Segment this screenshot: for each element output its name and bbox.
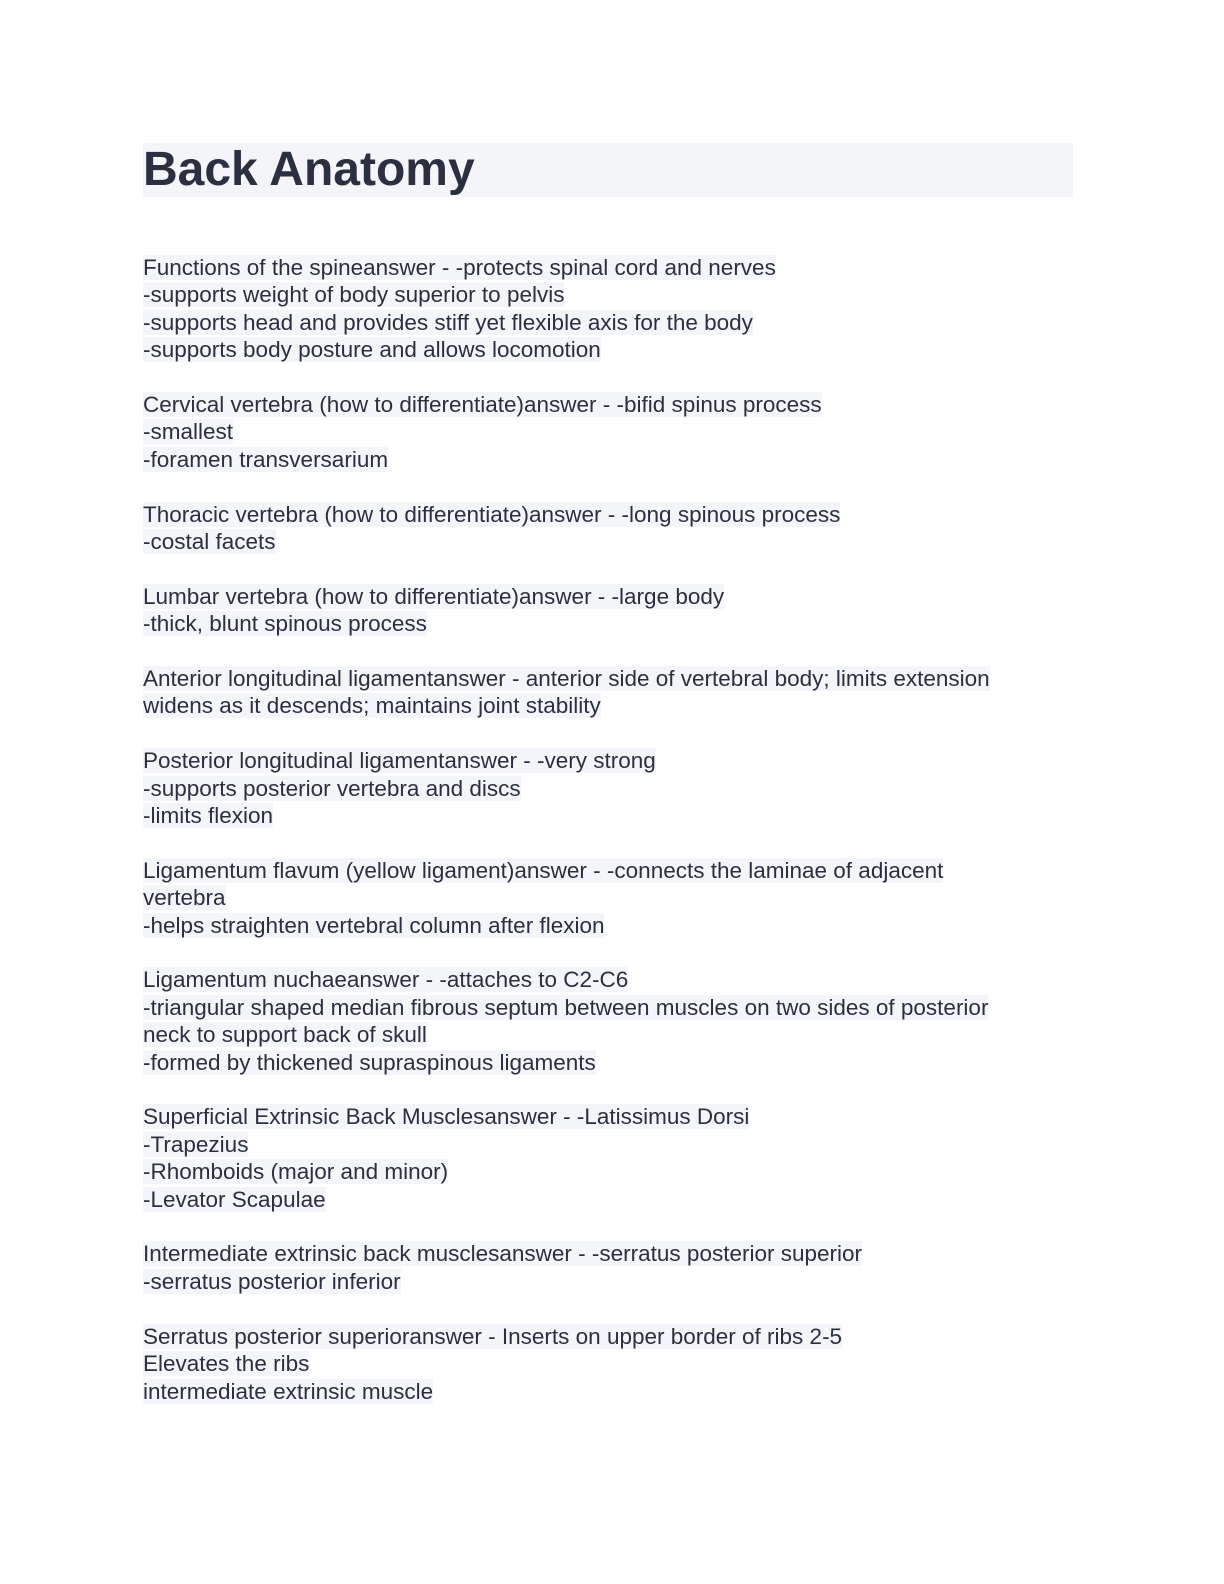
flashcard-cervical-vertebra (143, 391, 1073, 473)
flashcard-superficial-extrinsic-muscles (143, 1103, 1073, 1213)
card-line: widens as it descends; maintains joint stability (143, 693, 601, 719)
card-line: -foramen transversarium (143, 446, 389, 472)
card-line: -Trapezius (143, 1131, 249, 1157)
card-line: -thick, blunt spinous process (143, 611, 427, 637)
document-page (143, 143, 1073, 1432)
card-line: Ligamentum nuchaeanswer - -attaches to C2-C6 (143, 967, 629, 993)
card-line: Functions of the spineanswer - -protects spinal cord and nerves (143, 255, 776, 280)
card-line: -helps straighten vertebral column after flexion (143, 912, 605, 938)
card-line: Ligamentum flavum (yellow ligament)answer - -connects the laminae of adjacent (143, 857, 944, 883)
flashcard-functions-of-spine (143, 254, 1073, 364)
card-line: Intermediate extrinsic back musclesanswer - -serratus posterior superior (143, 1241, 863, 1267)
flashcard-posterior-longitudinal-ligament (143, 747, 1073, 829)
card-line: Superficial Extrinsic Back Musclesanswer - -Latissimus Dorsi (143, 1104, 750, 1130)
card-line: Anterior longitudinal ligamentanswer - anterior side of vertebral body; limits extension (143, 666, 990, 692)
title-bar (143, 143, 1073, 197)
card-line: -formed by thickened supraspinous ligaments (143, 1049, 596, 1075)
card-line: Elevates the ribs (143, 1351, 310, 1377)
card-line: Serratus posterior superioranswer - Inserts on upper border of ribs 2-5 (143, 1323, 843, 1349)
flashcard-list (143, 254, 1073, 1405)
card-line: -serratus posterior inferior (143, 1268, 401, 1294)
card-line: -Levator Scapulae (143, 1186, 326, 1212)
card-line: neck to support back of skull (143, 1022, 427, 1048)
card-line: -smallest (143, 419, 234, 445)
card-line: Posterior longitudinal ligamentanswer - -very strong (143, 748, 656, 774)
card-line: -Rhomboids (major and minor) (143, 1159, 449, 1185)
flashcard-ligamentum-flavum (143, 857, 1073, 939)
card-line: Lumbar vertebra (how to differentiate)answer - -large body (143, 583, 725, 609)
flashcard-ligamentum-nuchae (143, 966, 1073, 1076)
card-line: Cervical vertebra (how to differentiate)answer - -bifid spinus process (143, 392, 822, 418)
card-line: -supports posterior vertebra and discs (143, 775, 521, 801)
card-line: intermediate extrinsic muscle (143, 1378, 434, 1404)
card-line: -costal facets (143, 529, 276, 555)
flashcard-intermediate-extrinsic-muscles (143, 1240, 1073, 1295)
page-title: Back Anatomy (143, 143, 475, 196)
card-line: vertebra (143, 885, 226, 911)
flashcard-lumbar-vertebra (143, 583, 1073, 638)
card-line: -supports weight of body superior to pelvis (143, 282, 565, 308)
flashcard-thoracic-vertebra (143, 501, 1073, 556)
card-line: Thoracic vertebra (how to differentiate)answer - -long spinous process (143, 501, 841, 527)
card-line: -limits flexion (143, 803, 274, 829)
flashcard-serratus-posterior-superior (143, 1323, 1073, 1405)
flashcard-anterior-longitudinal-ligament (143, 665, 1073, 720)
card-line: -supports body posture and allows locomotion (143, 337, 601, 363)
card-line: -supports head and provides stiff yet flexible axis for the body (143, 309, 753, 335)
card-line: -triangular shaped median fibrous septum between muscles on two sides of posterior (143, 994, 989, 1020)
